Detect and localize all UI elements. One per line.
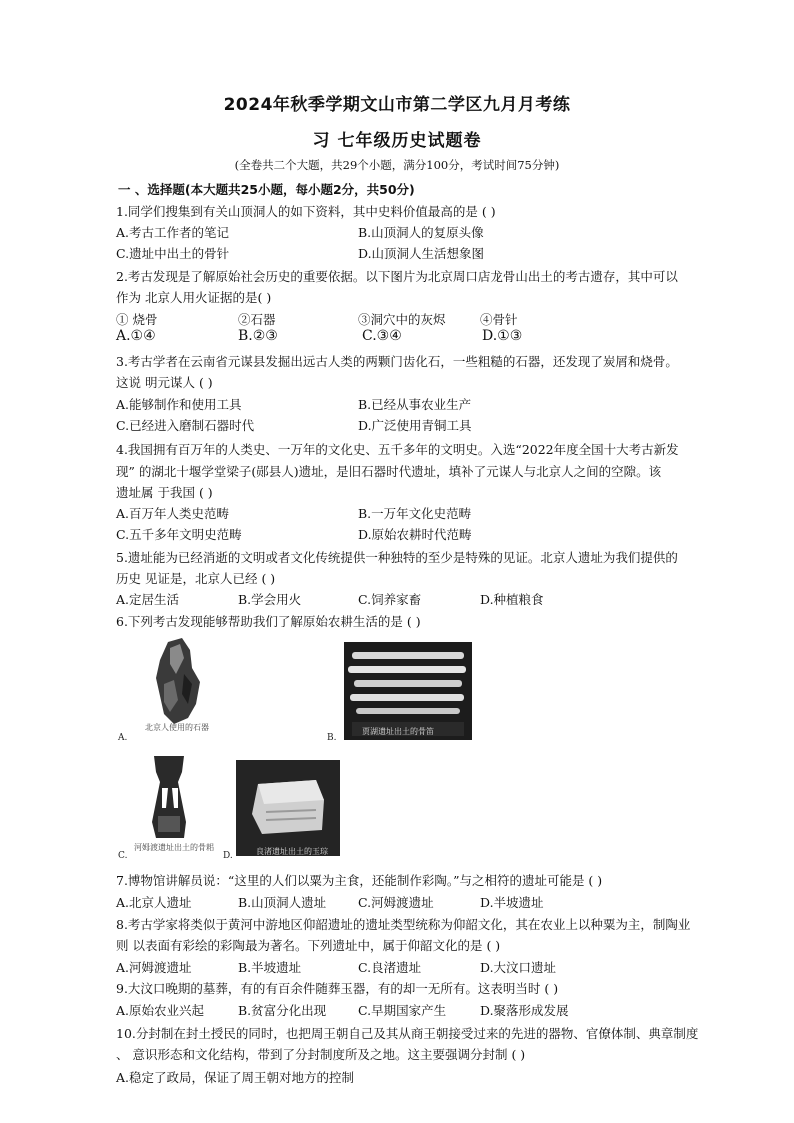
q3-option-c: C.已经进入磨制石器时代 [116,418,255,433]
q4-option-a: A.百万年人类史范畴 [116,506,230,521]
q9-option-c: C.早期国家产生 [358,1003,447,1018]
q2-item-4: ④骨针 [480,312,518,327]
q2-option-d: D.①③ [482,328,523,344]
question-10-stem-line2: 、 意识形态和文化结构，带到了分封制度所及之地。这主要强调分封制 ( ) [116,1047,526,1062]
q2-item-2: ②石器 [238,312,276,327]
q1-option-b: B.山顶洞人的复原头像 [358,225,484,240]
q8-option-d: D.大汶口遗址 [480,960,557,975]
question-2-stem-line1: 2.考古发现是了解原始社会历史的重要依据。以下图片为北京周口店龙骨山出土的考古遗存，其中可以 [116,269,678,284]
exam-instructions: (全卷共二个大题，共29个小题，满分100分，考试时间75分钟) [234,158,560,172]
exam-title-line1: 2024年秋季学期文山市第二学区九月月考练 [223,95,571,115]
q6-caption-d: 良渚遗址出土的玉琮 [256,847,328,856]
q5-option-b: B.学会用火 [238,592,302,607]
bone-spade-icon [120,752,220,852]
question-2-stem-line2: 作为 北京人用火证据的是( ) [116,290,272,305]
q8-option-b: B.半坡遗址 [238,960,302,975]
q10-option-a: A.稳定了政局，保证了周王朝对地方的控制 [116,1070,355,1085]
q6-label-c: C. [118,851,128,861]
q8-option-a: A.河姆渡遗址 [116,960,192,975]
question-1-stem: 1.同学们搜集到有关山顶洞人的如下资料，其中史料价值最高的是 ( ) [116,204,496,219]
question-8-stem-line2: 则 以表面有彩绘的彩陶最为著名。下列遗址中，属于仰韶文化的是 ( ) [116,938,501,953]
q1-option-c: C.遗址中出土的骨针 [116,246,230,261]
question-6-stem: 6.下列考古发现能够帮助我们了解原始农耕生活的是 ( ) [116,614,421,629]
question-5-stem-line1: 5.遗址能为已经消逝的文明或者文化传统提供一种独特的至少是特殊的见证。北京人遗址为我们提供的 [116,550,678,565]
question-4-stem-line1: 4.我国拥有百万年的人类史、一万年的文化史、五千多年的文明史。入选“2022年度全国十大考古新发 [116,442,679,457]
question-9-stem: 9.大汶口晚期的墓葬，有的有百余件随葬玉器，有的却一无所有。这表明当时 ( ) [116,981,559,996]
question-5-stem-line2: 历史 见证是，北京人已经 ( ) [116,571,276,586]
q1-option-d: D.山顶洞人生活想象图 [358,246,485,261]
q8-option-c: C.良渚遗址 [358,960,422,975]
question-8-stem-line1: 8.考古学家将类似于黄河中游地区仰韶遗址的遗址类型统称为仰韶文化，其在农业上以种粟为主，制陶业 [116,917,691,932]
q2-option-c: C.③④ [362,328,402,344]
exam-title-line2: 习 七年级历史试题卷 [312,131,482,151]
q3-option-b: B.已经从事农业生产 [358,397,472,412]
q6-image-d [236,760,340,856]
q1-option-a: A.考古工作者的笔记 [116,225,230,240]
question-10-stem-line1: 10.分封制在封土授民的同时，也把周王朝自己及其从商王朝接受过来的先进的器物、官僚体制、典章制度 [116,1026,699,1041]
q3-option-d: D.广泛使用青铜工具 [358,418,472,433]
q9-option-b: B.贫富分化出现 [238,1003,327,1018]
q3-option-a: A.能够制作和使用工具 [116,397,242,412]
q4-option-b: B.一万年文化史范畴 [358,506,472,521]
q9-option-d: D.聚落形成发展 [480,1003,569,1018]
q6-caption-c: 河姆渡遗址出土的骨耜 [134,843,214,852]
q7-option-b: B.山顶洞人遗址 [238,895,327,910]
section-heading: 一 、选择题(本大题共25小题，每小题2分，共50分) [118,182,415,197]
q4-option-d: D.原始农耕时代范畴 [358,527,472,542]
question-3-stem-line1: 3.考古学者在云南省元谋县发掘出远古人类的两颗门齿化石，一些粗糙的石器，还发现了炭屑和烧骨。 [116,354,678,369]
q6-label-b: B. [327,733,337,743]
q2-option-a: A.①④ [116,328,156,344]
q7-option-d: D.半坡遗址 [480,895,544,910]
q6-caption-b: 贾湖遗址出土的骨笛 [362,727,434,736]
question-3-stem-line2: 这说 明元谋人 ( ) [116,375,213,390]
q2-option-b: B.②③ [238,328,278,344]
q5-option-a: A.定居生活 [116,592,180,607]
q2-item-1: ① 烧骨 [116,312,158,327]
q5-option-c: C.饲养家畜 [358,592,422,607]
question-7-stem: 7.博物馆讲解员说：“这里的人们以粟为主食，还能制作彩陶。”与之相符的遗址可能是 ( ) [116,873,603,888]
jade-cong-icon [236,760,340,856]
q6-image-c [120,752,220,852]
q4-option-c: C.五千多年文明史范畴 [116,527,242,542]
question-4-stem-line3: 遗址属 于我国 ( ) [116,485,213,500]
q7-option-a: A.北京人遗址 [116,895,192,910]
q6-label-a: A. [118,733,128,743]
q7-option-c: C.河姆渡遗址 [358,895,434,910]
q6-label-d: D. [223,851,233,861]
q9-option-a: A.原始农业兴起 [116,1003,205,1018]
q5-option-d: D.种植粮食 [480,592,544,607]
q2-item-3: ③洞穴中的灰烬 [358,312,446,327]
q6-caption-a: 北京人使用的石器 [145,723,209,732]
question-4-stem-line2: 现” 的湖北十堰学堂梁子(郧县人)遗址，是旧石器时代遗址，填补了元谋人与北京人之间的空隙。该 [116,464,662,479]
